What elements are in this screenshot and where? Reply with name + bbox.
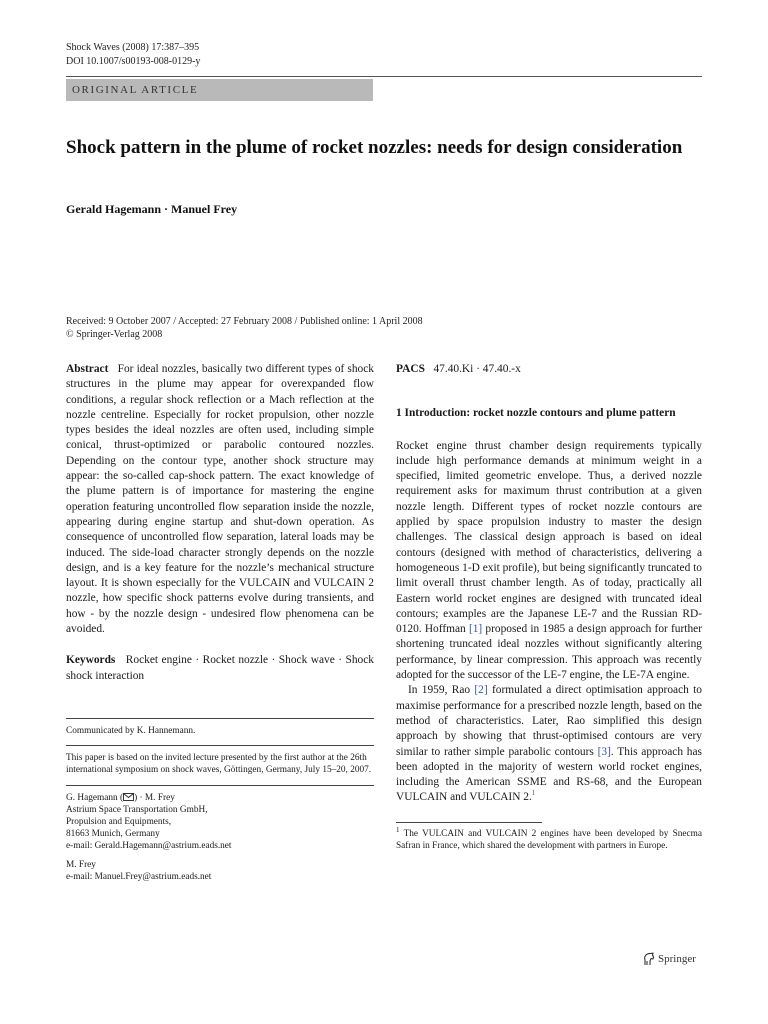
right-column: [396, 362, 702, 852]
abstract-label: Abstract: [66, 363, 109, 375]
springer-horse-icon: [642, 952, 655, 966]
lecture-note: [66, 745, 374, 776]
header-rule: [66, 76, 702, 77]
affiliation-org: Astrium Space Transportation GmbH,: [66, 804, 208, 815]
dates-history: Received: 9 October 2007 / Accepted: 27 February 2008 / Published online: 1 April 2008: [66, 316, 423, 327]
keywords-label: Keywords: [66, 654, 116, 667]
email-frey[interactable]: e-mail: Manuel.Frey@astrium.eads.net: [66, 871, 212, 882]
paper-title: Shock pattern in the plume of rocket nozzles: needs for design consideration: [66, 137, 683, 158]
communicated-note: [66, 718, 374, 737]
abstract: [66, 362, 374, 637]
abstract-text: For ideal nozzles, basically two different types of shock structures in the plume may appear for overexpanded flow conditions, a regular shock reflection or a Mach reflection at the nozzle centreline. Especially for rocket propulsion, other nozzle types besides the ideal nozzles are often used, including simple conical, thrust-optimized or parabolic contoured nozzles. Depending on the contour type, another shock structure may appear: the so-called cap-shock pattern. The exact knowledge of the plume pattern is of importance for mastering the engine operation featuring uncontrolled flow separation inside the nozzle, appearing during engine startup and shut-down operation. As consequence of uncontrolled flow separation, lateral loads may be induced. The side-load character strongly depends on the nozzle design, and is a key feature for the nozzle’s mechanical structure layout. It is shown especially for the VULCAIN and VULCAIN 2 nozzle, how specific shock patterns evolve during transients, and how - by the nozzle design - undesired flow phenomena can be avoided.: [66, 363, 374, 636]
affiliation2-name: M. Frey: [66, 859, 96, 870]
article-type-banner: ORIGINAL ARTICLE: [66, 79, 373, 101]
section-heading: 1 Introduction: rocket nozzle contours and plume pattern: [396, 407, 676, 420]
footnote-mark: 1: [396, 825, 400, 834]
copyright: © Springer-Verlag 2008: [66, 329, 163, 340]
footnote-rule: [396, 822, 542, 823]
email-hagemann[interactable]: e-mail: Gerald.Hagemann@astrium.eads.net: [66, 841, 232, 852]
lecture-text: This paper is based on the invited lecture presented by the first author at the 26th international symposium on shock waves, Göttingen, Germany, July 15–20, 2007.: [66, 753, 372, 776]
footnote-text: The VULCAIN and VULCAIN 2 engines have been developed by Snecma Safran in France, which shared the development with partners in Europe.: [396, 828, 703, 851]
pacs: [396, 362, 702, 377]
footnote: [396, 825, 703, 852]
publisher-footer: [642, 952, 696, 966]
doi[interactable]: DOI 10.1007/s00193-008-0129-y: [66, 56, 201, 67]
citation-link-2[interactable]: [2]: [474, 684, 488, 697]
affiliation-dept: Propulsion and Equipments,: [66, 816, 172, 827]
keywords-text: Rocket engine · Rocket nozzle · Shock wave · Shock shock interaction: [66, 654, 375, 682]
communicated-text: Communicated by K. Hannemann.: [66, 725, 196, 736]
author-list: Gerald Hagemann · Manuel Frey: [66, 202, 238, 216]
envelope-icon: [123, 793, 134, 801]
citation-link-1[interactable]: [1]: [468, 623, 483, 636]
pacs-label: PACS: [396, 363, 425, 375]
footnote-link-1[interactable]: 1: [531, 789, 536, 798]
publication-history: [66, 315, 706, 341]
publisher-name: Springer: [658, 953, 696, 965]
affiliation-city: 81663 Munich, Germany: [66, 829, 160, 840]
citation-link-3[interactable]: [3]: [597, 745, 611, 758]
intro-paragraph-1: Rocket engine thrust chamber design requirements typically include high performance demands at minimum weight in a specified, limited geometric envelope. Thus, a derived nozzle requirement asks for maximum thrust contribution at a given nozzle length. Different types of rocket nozzle contours are applied by space propulsion industry to master the design challenges. The classical design approach is based on ideal contours (designed with method of characteristics, delivering a homogeneous 1-D exit profile), but being significantly truncated to limit overall thrust chamber length. As of today, practically all Eastern world rocket engines are designed with truncated ideal contours; examples are the Japanese LE-7 and the Russian RD-0120. Hoffman [1] proposed in 1985 a design approach for further shortening truncated ideal nozzles without significantly altering performance, by linear compression. This approach was recently adopted for the successor of the LE-7 engine, the LE-7A engine.: [396, 439, 702, 682]
intro-paragraph-2: In 1959, Rao [2] formulated a direct optimisation approach to maximise performance for a prescribed nozzle length, based on the method of characteristics. Later, Rao simplified this design approach by showing that thrust-optimised contours are very similar to rather simple parabolic contours [3]. This approach has been adopted in the majority of western world rocket engines, including the American SSME and RS-68, and the European VULCAIN and VULCAIN 2.$^1$: [396, 684, 702, 804]
keywords: [66, 653, 374, 684]
affiliation-names: G. Hagemann ( ) · M. Frey: [66, 792, 175, 803]
pacs-codes: 47.40.Ki · 47.40.-x: [433, 363, 521, 375]
journal-citation: Shock Waves (2008) 17:387–395: [66, 42, 200, 53]
affiliation-block: [66, 785, 374, 883]
journal-header: [66, 41, 200, 69]
left-column: [66, 362, 374, 883]
